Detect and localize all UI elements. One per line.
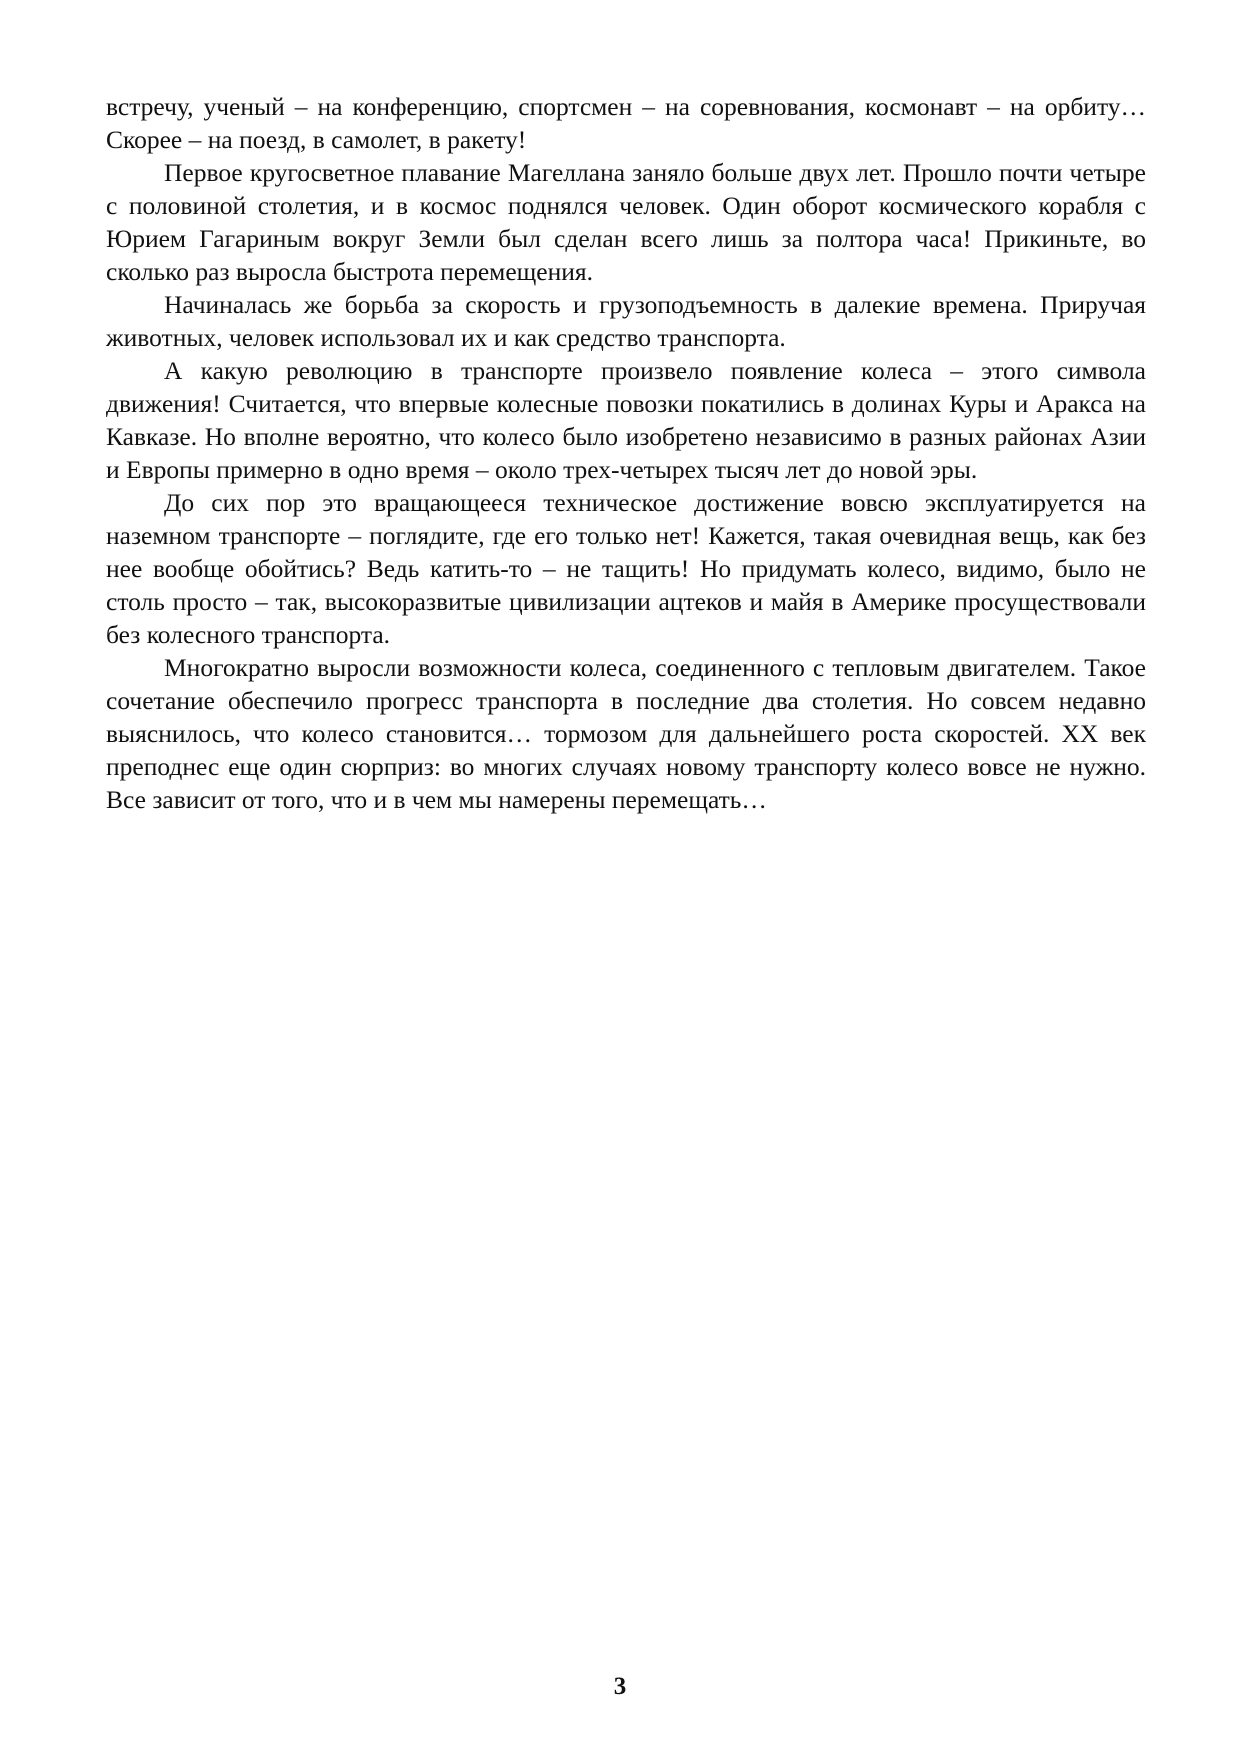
document-body [106,90,1146,816]
paragraph-wheel-revolution: А какую революцию в транспорте произвело появление колеса – этого символа движения! Считается, что впервые колесные повозки покатились в долинах Куры и Аракса на Кавказе. Но вполне вероятно, что колесо было изобретено независимо в разных районах Азии и Европы примерно в одно время – около трех-четырех тысяч лет до новой эры. [106,356,1146,484]
paragraph-continuation: встречу, ученый – на конференцию, спортсмен – на соревнования, космонавт – на орбиту… Скорее – на поезд, в самолет, в ракету! [106,92,1146,154]
paragraph-magellan: Первое кругосветное плавание Магеллана заняло больше двух лет. Прошло почти четыре с половиной столетия, и в космос поднялся человек. Один оборот космического корабля с Юрием Гагариным вокруг Земли был сделан всего лишь за полтора часа! Прикиньте, во сколько раз выросла быстрота перемещения. [106,158,1146,286]
paragraph-speed-origins: Начиналась же борьба за скорость и грузоподъемность в далекие времена. Приручая животных, человек использовал их и как средство транспорта. [106,290,1146,352]
page-number: 3 [613,1673,627,1700]
paragraph-wheel-engine: Многократно выросли возможности колеса, соединенного с тепловым двигателем. Такое сочетание обеспечило прогресс транспорта в последние два столетия. Но совсем недавно выяснилось, что колесо становится… тормозом для дальнейшего роста скоростей. XX век преподнес еще один сюрприз: во многих случаях новому транспорту колесо вовсе не нужно. Все зависит от того, что и в чем мы намерены перемещать… [106,653,1146,814]
paragraph-wheel-usage: До сих пор это вращающееся техническое достижение вовсю эксплуатируется на наземном транспорте – поглядите, где его только нет! Кажется, такая очевидная вещь, как без нее вообще обойтись? Ведь катить-то – не тащить! Но придумать колесо, видимо, было не столь просто – так, высокоразвитые цивилизации ацтеков и майя в Америке просуществовали без колесного транспорта. [106,488,1146,649]
